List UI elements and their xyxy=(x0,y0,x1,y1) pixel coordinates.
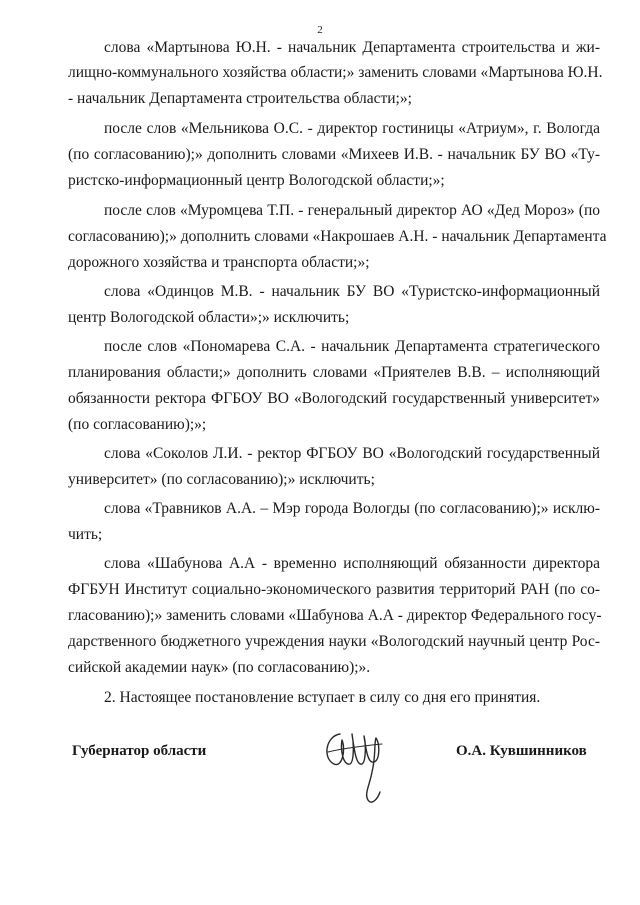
text-line: ФГБУН Институт социально-экономического развития территорий РАН (по со- xyxy=(68,581,600,598)
handwritten-signature xyxy=(318,722,388,810)
text-line: 2. Настоящее постановление вступает в силу со дня его принятия. xyxy=(104,689,541,706)
text-line: гласованию);» заменить словами «Шабунова А.А - директор Федерального госу- xyxy=(68,607,602,624)
text-line: ристско-информационный центр Вологодской области;»; xyxy=(68,172,445,189)
text-line: дорожного хозяйства и транспорта области;»; xyxy=(68,254,370,271)
signatory-position: Губернатор области xyxy=(72,743,207,759)
text-line: слова «Шабунова А.А - временно исполняющий обязанности директора xyxy=(104,555,600,572)
text-line: лищно-коммунального хозяйства области;» заменить словами «Мартынова Ю.Н. xyxy=(68,64,603,81)
text-line: согласованию);» дополнить словами «Накрошаев А.Н. - начальник Департамента xyxy=(68,228,607,245)
page-number: 2 xyxy=(317,24,323,36)
text-line: слова «Одинцов М.В. - начальник БУ ВО «Туристско-информационный xyxy=(104,283,600,300)
signatory-name: О.А. Кувшинников xyxy=(456,743,587,759)
text-line: - начальник Департамента строительства области;»; xyxy=(68,90,412,107)
text-line: дарственного бюджетного учреждения науки «Вологодский научный центр Рос- xyxy=(68,633,600,650)
text-line: слова «Соколов Л.И. - ректор ФГБОУ ВО «Вологодский государственный xyxy=(104,445,600,462)
text-line: после слов «Мельникова О.С. - директор гостиницы «Атриум», г. Вологда xyxy=(104,120,600,137)
text-line: слова «Мартынова Ю.Н. - начальник Департамента строительства и жи- xyxy=(104,39,600,56)
text-line: сийской академии наук» (по согласованию);». xyxy=(68,659,371,676)
text-line: планирования области;» дополнить словами «Приятелев В.В. – исполняющий xyxy=(68,364,600,381)
text-line: центр Вологодской области»;» исключить; xyxy=(68,309,350,326)
text-line: чить; xyxy=(68,526,103,543)
text-line: после слов «Пономарева С.А. - начальник Департамента стратегического xyxy=(104,338,600,355)
text-line: (по согласованию);»; xyxy=(68,416,207,433)
text-line: слова «Травников А.А. – Мэр города Вологды (по согласованию);» исклю- xyxy=(104,500,600,517)
text-line: (по согласованию);» дополнить словами «Михеев И.В. - начальник БУ ВО «Ту- xyxy=(68,146,600,163)
text-line: университет» (по согласованию);» исключить; xyxy=(68,471,375,488)
text-line: после слов «Муромцева Т.П. - генеральный директор АО «Дед Мороз» (по xyxy=(104,202,600,219)
text-line: обязанности ректора ФГБОУ ВО «Вологодский государственный университет» xyxy=(68,390,600,407)
